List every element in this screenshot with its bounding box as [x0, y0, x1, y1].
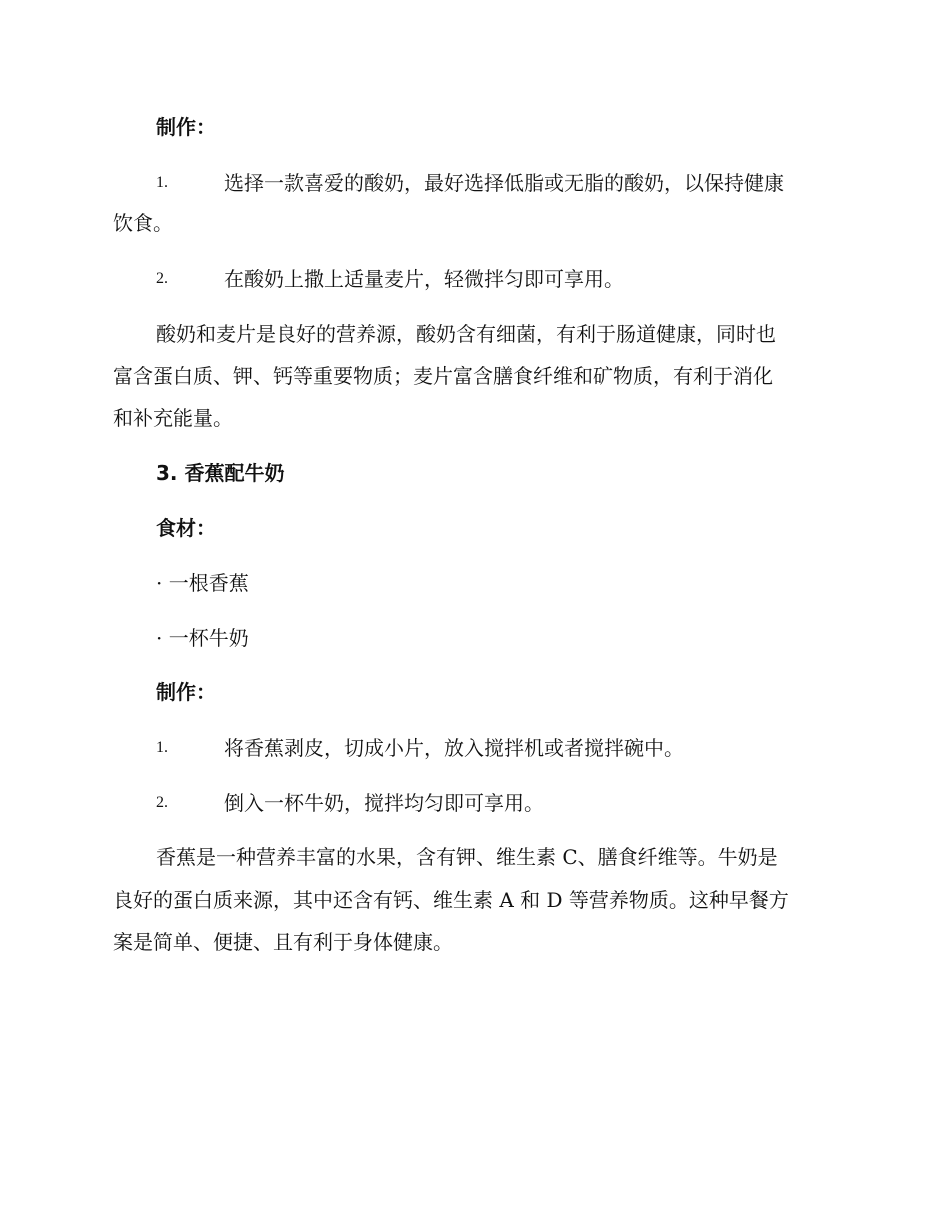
step-text: 选择一款喜爱的酸奶，最好选择低脂或无脂的酸奶，以保持健康 — [224, 171, 784, 195]
ingredient-item: · 一根香蕉 — [156, 571, 249, 595]
step-text: 倒入一杯牛奶，搅拌均匀即可享用。 — [224, 791, 544, 815]
paragraph-line: 良好的蛋白质来源，其中还含有钙、维生素 A 和 D 等营养物质。这种早餐方 — [113, 888, 789, 912]
step-text-continuation: 饮食。 — [113, 211, 173, 235]
method-heading: 制作： — [156, 680, 216, 704]
step-number: 2. — [156, 270, 168, 287]
section-title: 3. 香蕉配牛奶 — [156, 461, 285, 485]
paragraph-line: 香蕉是一种营养丰富的水果，含有钾、维生素 C、膳食纤维等。牛奶是 — [156, 845, 778, 869]
step-number: 1. — [156, 739, 168, 756]
paragraph-line: 和补充能量。 — [113, 406, 233, 430]
ingredients-heading: 食材： — [156, 516, 216, 540]
step-number: 2. — [156, 794, 168, 811]
paragraph-line: 酸奶和麦片是良好的营养源，酸奶含有细菌，有利于肠道健康，同时也 — [156, 322, 776, 346]
paragraph-line: 案是简单、便捷、且有利于身体健康。 — [113, 930, 453, 954]
step-number: 1. — [156, 174, 168, 191]
ingredient-item: · 一杯牛奶 — [156, 626, 249, 650]
paragraph-line: 富含蛋白质、钾、钙等重要物质；麦片富含膳食纤维和矿物质，有利于消化 — [113, 364, 773, 388]
method-heading: 制作： — [156, 115, 216, 139]
step-text: 将香蕉剥皮，切成小片，放入搅拌机或者搅拌碗中。 — [224, 736, 684, 760]
step-text: 在酸奶上撒上适量麦片，轻微拌匀即可享用。 — [224, 267, 624, 291]
